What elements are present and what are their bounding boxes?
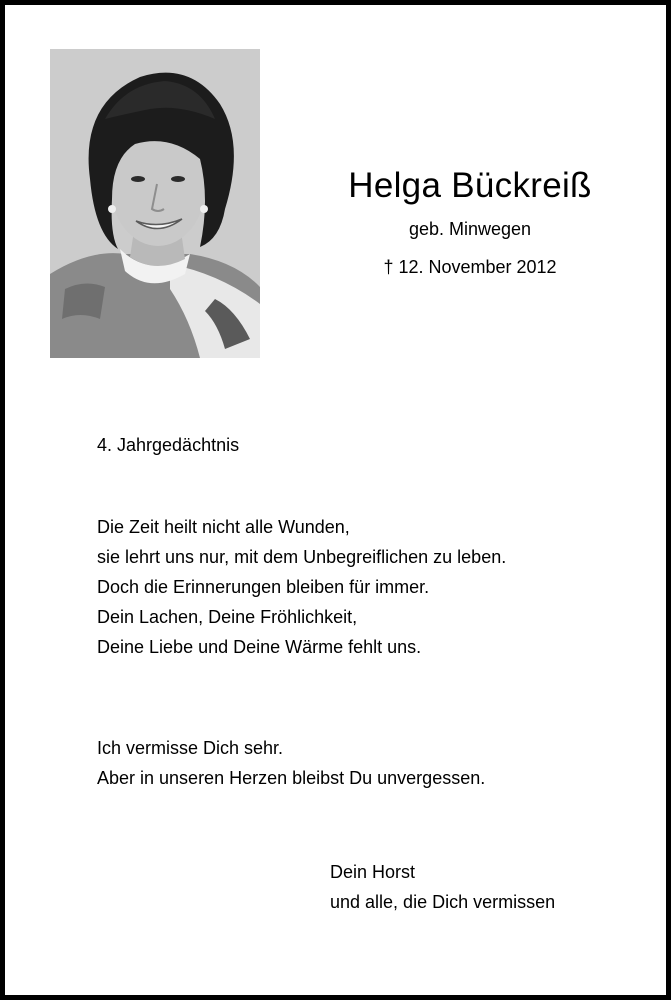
closing-line: Aber in unseren Herzen bleibst Du unvergessen. [97, 768, 486, 788]
name-block [295, 165, 645, 278]
poem-line: Doch die Erinnerungen bleiben für immer. [97, 577, 430, 597]
portrait-photo-image [50, 49, 260, 358]
signature-line: und alle, die Dich vermissen [330, 892, 556, 912]
anniversary-text: 4. Jahrgedächtnis [97, 435, 240, 455]
poem-line: Die Zeit heilt nicht alle Wunden, [97, 517, 350, 537]
anniversary-label [97, 430, 239, 460]
closing-line: Ich vermisse Dich sehr. [97, 738, 284, 758]
deceased-name: Helga Bückreiß [348, 166, 592, 205]
signature-line: Dein Horst [330, 862, 416, 882]
closing-paragraph [97, 733, 485, 793]
poem-line: Deine Liebe und Deine Wärme fehlt uns. [97, 637, 422, 657]
portrait-photo [50, 49, 260, 358]
maiden-name: geb. Minwegen [408, 219, 532, 239]
poem-line: sie lehrt uns nur, mit dem Unbegreiflichen zu leben. [97, 547, 507, 567]
signature-block [330, 857, 555, 917]
poem-line: Dein Lachen, Deine Fröhlichkeit, [97, 607, 358, 627]
death-date: † 12. November 2012 [383, 257, 557, 277]
poem-paragraph [97, 512, 506, 662]
